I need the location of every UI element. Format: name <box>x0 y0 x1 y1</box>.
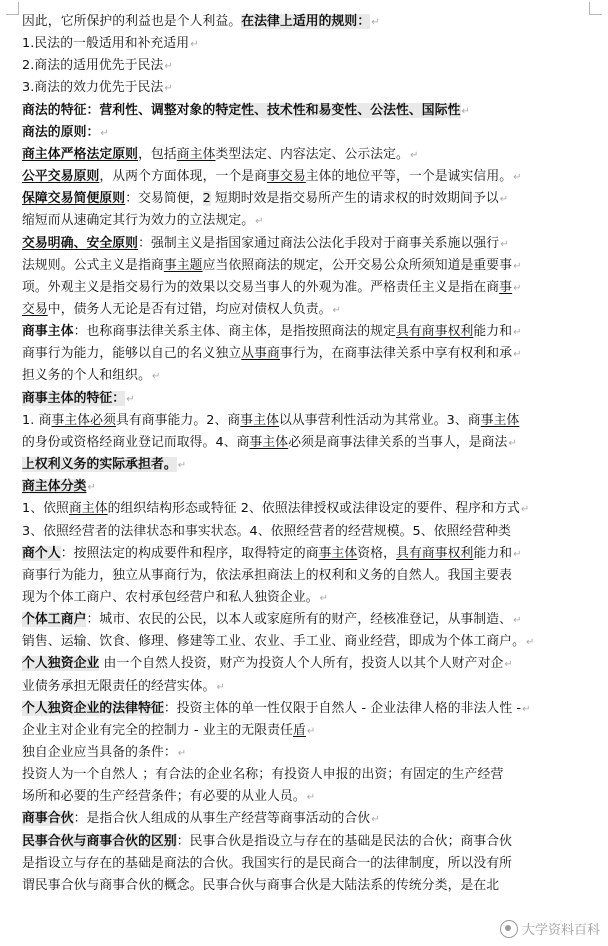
paragraph-mark-icon: ↵ <box>500 238 509 250</box>
text-line <box>22 588 606 608</box>
text-line <box>22 211 606 231</box>
paragraph-mark-icon: ↵ <box>522 703 531 715</box>
text-segment: 类型法定、内容法定、公示法定。 <box>215 146 409 162</box>
text-segment: 3.商法的效力优先于民法 <box>22 80 164 96</box>
text-segment: 民事合伙与商事合伙的区别 <box>22 833 177 849</box>
text-segment: 公平交易原则 <box>22 169 100 184</box>
text-line <box>22 699 606 719</box>
text-segment: 商法的原则： <box>22 124 100 140</box>
text-segment: 短期时效是指交易所产生的请求权的时效期间予以 <box>210 191 499 207</box>
text-line <box>22 411 606 431</box>
text-segment: 业债务承担无限责任的经营实体。 <box>22 678 216 694</box>
text-line <box>22 477 606 497</box>
text-line <box>22 167 606 187</box>
text-line <box>22 876 606 896</box>
text-segment: 2.商法的适用优先于民法 <box>22 58 164 74</box>
text-segment: 事主体 <box>249 434 289 450</box>
text-segment: 事 <box>499 279 513 295</box>
paragraph-mark-icon: ↵ <box>409 149 419 161</box>
text-segment: 以从事营利性活动为其常业。3、商 <box>279 412 481 428</box>
text-line <box>22 854 606 874</box>
text-segment: 3、依照经营者的法律状态和事实状态。4、依照经营者的经营规模。5、依照经营种类 <box>22 523 512 539</box>
text-segment: 事交易 <box>267 169 306 184</box>
text-line <box>22 234 606 254</box>
text-line <box>22 832 606 852</box>
paragraph-mark-icon: ↵ <box>126 393 135 405</box>
paragraph-mark-icon: ↵ <box>504 659 513 671</box>
text-segment: 交易明确、安全原则 <box>22 235 139 251</box>
text-segment: 投资人为一个自然人 ；有合法的企业名称；有投资人申报的出资；有固定的生产经营 <box>22 767 504 783</box>
text-segment: 由一个自然人投资，财产为投资人个人所有，投资人以其个人财产对企 <box>99 656 504 672</box>
text-segment: 从事商 <box>241 346 280 362</box>
paragraph-mark-icon: ↵ <box>513 282 522 294</box>
text-line <box>22 787 606 807</box>
paragraph-mark-icon: ↵ <box>499 194 509 206</box>
text-segment: 商主体 <box>68 501 108 517</box>
paragraph-mark-icon: ↵ <box>508 437 517 449</box>
watermark-text: 大学资料百科 <box>521 923 600 938</box>
paragraph-mark-icon: ↵ <box>190 39 199 51</box>
text-line <box>22 344 606 364</box>
text-line <box>22 654 606 674</box>
text-segment: 现为个体工商户、农村承包经营户和私人独资企业。 <box>22 589 319 605</box>
text-segment: 的组织结构形态或特征 2、依照法律授权或法律设定的要件、程序和方式 <box>107 501 520 517</box>
text-line <box>22 189 606 209</box>
text-segment: 具有商事权利 <box>396 324 474 340</box>
text-segment: 商事主体的特征： <box>22 390 126 406</box>
text-segment: 场所和必要的生产经营条件；有必要的从业人员。 <box>22 789 306 805</box>
text-segment: ：按照法定的构成要件和程序，取得特定的商 <box>60 545 319 561</box>
paragraph-mark-icon: ↵ <box>513 172 522 183</box>
text-segment: 事主体必须 <box>51 412 116 428</box>
paragraph-mark-icon: ↵ <box>332 304 342 316</box>
text-segment: ，从两个方面体现，一个是商 <box>99 169 268 184</box>
text-segment: 1.民法的一般适用和补充适用 <box>22 36 190 52</box>
text-line <box>22 34 606 54</box>
text-segment: 因此，它所保护的利益也是个人利益。 <box>22 14 242 29</box>
text-line <box>22 677 606 697</box>
paragraph-mark-icon: ↵ <box>306 792 316 804</box>
text-segment: 上权利义务的实际承担者。 <box>22 457 177 472</box>
paragraph-mark-icon: ↵ <box>520 504 530 516</box>
text-segment: 销售、运输、饮食、修理、修建等工业、农业、手工业、商业经营，即成为个体工商户。 <box>22 634 525 650</box>
paragraph-mark-icon: ↵ <box>371 814 380 826</box>
text-segment: 商主体严格法定原则 <box>22 146 139 162</box>
text-segment: 具有商事权利 <box>396 545 474 561</box>
text-line <box>22 101 606 121</box>
text-segment: ：民事合伙是指设立与存在的基础是民法的合伙；商事合伙 <box>176 833 513 849</box>
text-segment: ：城市、农民的公民，以本人或家庭所有的财产，经核准登记，从事制造、 <box>86 612 513 627</box>
margin-corner-top-left <box>6 2 19 15</box>
text-segment: 法规则。公式主义是指商 <box>22 257 164 273</box>
text-line <box>22 366 606 386</box>
text-segment: 中，债务人无论是否有过错，均应对债权人负责。 <box>47 301 332 317</box>
text-line <box>22 522 606 542</box>
text-line <box>22 389 606 409</box>
text-line <box>22 300 606 320</box>
text-segment: 企业主对企业有完全的控制力 - 业主的无限责任 <box>22 722 293 738</box>
paragraph-mark-icon: ↵ <box>306 725 316 737</box>
text-segment: 事主体 <box>480 412 520 428</box>
text-line <box>22 256 606 276</box>
text-segment: 是指设立与存在的基础是商法的合伙。我国实行的是民商合一的法律制度，所以没有所 <box>22 855 513 871</box>
paragraph-mark-icon: ↵ <box>461 105 470 117</box>
paragraph-mark-icon: ↵ <box>151 371 161 383</box>
paragraph-mark-icon: ↵ <box>164 61 173 73</box>
text-segment: 保障交易简便原则 <box>22 191 126 207</box>
paragraph-mark-icon: ↵ <box>513 327 522 339</box>
paragraph-mark-icon: ↵ <box>87 482 96 494</box>
text-segment: 在法律上适用的规则： <box>241 14 371 29</box>
text-line <box>22 278 606 298</box>
text-line <box>22 56 606 76</box>
text-line <box>22 12 606 32</box>
text-line <box>22 809 606 829</box>
text-line <box>22 145 606 165</box>
text-segment: 主体的地位平等，一个是诚实信用。 <box>305 169 513 184</box>
text-line <box>22 123 606 143</box>
text-segment: 谓民事合伙与商事合伙的概念。民事合伙与商事合伙是大陆法系的传统分类，是在北 <box>22 877 500 893</box>
paragraph-mark-icon: ↵ <box>216 681 225 693</box>
text-line <box>22 322 606 342</box>
text-line <box>22 433 606 453</box>
paragraph-mark-icon: ↵ <box>100 127 109 139</box>
text-line <box>22 566 606 586</box>
text-segment: ：交易简便， <box>125 191 203 207</box>
paragraph-mark-icon: ↵ <box>371 17 380 28</box>
text-segment: 商主体分类 <box>22 479 87 495</box>
text-segment: 个人独资企业的法律特征 <box>22 700 164 716</box>
paragraph-mark-icon: ↵ <box>177 460 187 471</box>
text-line <box>22 743 606 763</box>
text-line <box>22 499 606 519</box>
paragraph-mark-icon: ↵ <box>164 83 173 95</box>
text-segment: ，包括 <box>138 146 177 162</box>
text-segment: 商个人 <box>22 545 61 561</box>
text-segment: 事主体 <box>318 545 358 561</box>
text-line <box>22 544 606 564</box>
paragraph-mark-icon: ↵ <box>319 592 329 604</box>
text-line <box>22 765 606 785</box>
text-segment: 项。外观主义是指交易行为的效果以交易当事人的外观为准。严格责任主义是指在商 <box>22 279 500 295</box>
paragraph-mark-icon: ↵ <box>513 349 522 361</box>
text-segment: 具有商事能力。2、商 <box>115 412 241 428</box>
text-segment: 交易 <box>22 301 48 317</box>
paragraph-mark-icon: ↵ <box>177 747 187 759</box>
text-segment: 1. 商 <box>22 412 52 428</box>
text-segment: 盾 <box>293 722 306 738</box>
wechat-logo-icon <box>500 920 518 938</box>
paragraph-mark-icon: ↵ <box>513 260 522 272</box>
text-segment: 商事行为能力，能够以自己的名义独立 <box>22 346 242 362</box>
text-line <box>22 632 606 652</box>
text-segment: 事主体 <box>240 412 279 428</box>
text-line <box>22 78 606 98</box>
text-segment: 独自企业应当具备的条件： <box>22 744 177 760</box>
text-segment: ：是指合伙人组成的从事生产经营等商事活动的合伙 <box>73 811 371 827</box>
text-segment: 资格， <box>357 545 397 561</box>
text-segment: 特定性、技术性和易变性、公法性、国际性 <box>215 102 461 118</box>
text-segment: 事主题 <box>163 257 203 273</box>
text-segment: 商事主体 <box>22 324 74 340</box>
text-segment: 个体工商户 <box>22 612 87 627</box>
text-segment: 能力和 <box>473 545 513 561</box>
text-segment: 1、依照 <box>22 501 69 517</box>
watermark <box>500 919 600 938</box>
text-segment: 商事合伙 <box>22 811 74 827</box>
text-segment: 应当依照商法的规定，公开交易公众所须知道是重要事 <box>202 257 513 273</box>
text-segment: ：投资主体的单一性仅限于自然人 - 企业法律人格的非法人性 - <box>163 700 522 716</box>
text-segment: 2 <box>202 191 211 207</box>
text-segment: 缩短而从速确定其行为效力的立法规定。 <box>22 213 255 229</box>
text-segment: 担义务的个人和组织。 <box>22 368 151 384</box>
text-segment: 商事行为能力，独立从事商行为，依法承担商法上的权利和义务的自然人。我国主要表 <box>22 567 513 583</box>
text-segment: ：也称商事法律关系主体、商主体，是指按照商法的规定 <box>73 324 397 340</box>
paragraph-mark-icon: ↵ <box>513 548 522 560</box>
text-segment: 能力和 <box>473 324 513 340</box>
text-line <box>22 610 606 630</box>
paragraph-mark-icon: ↵ <box>255 216 264 228</box>
paragraph-mark-icon: ↵ <box>525 637 535 649</box>
text-segment: 商主体 <box>176 146 216 162</box>
text-line <box>22 455 606 475</box>
text-segment: 商法的特征：营利性、调整对象的 <box>22 102 216 118</box>
text-segment: 的身份或资格经商业登记而取得。4、商 <box>22 434 250 450</box>
text-segment: ：强制主义是指国家通过商法公法化手段对于商事关系施以强行 <box>138 235 500 251</box>
text-line <box>22 721 606 741</box>
text-segment: 个人独资企业 <box>22 656 100 672</box>
text-segment: 必须是商事法律关系的当事人，是商法 <box>288 434 508 450</box>
paragraph-mark-icon: ↵ <box>513 615 522 626</box>
text-segment: 事行为，在商事法律关系中享有权利和承 <box>279 346 513 362</box>
